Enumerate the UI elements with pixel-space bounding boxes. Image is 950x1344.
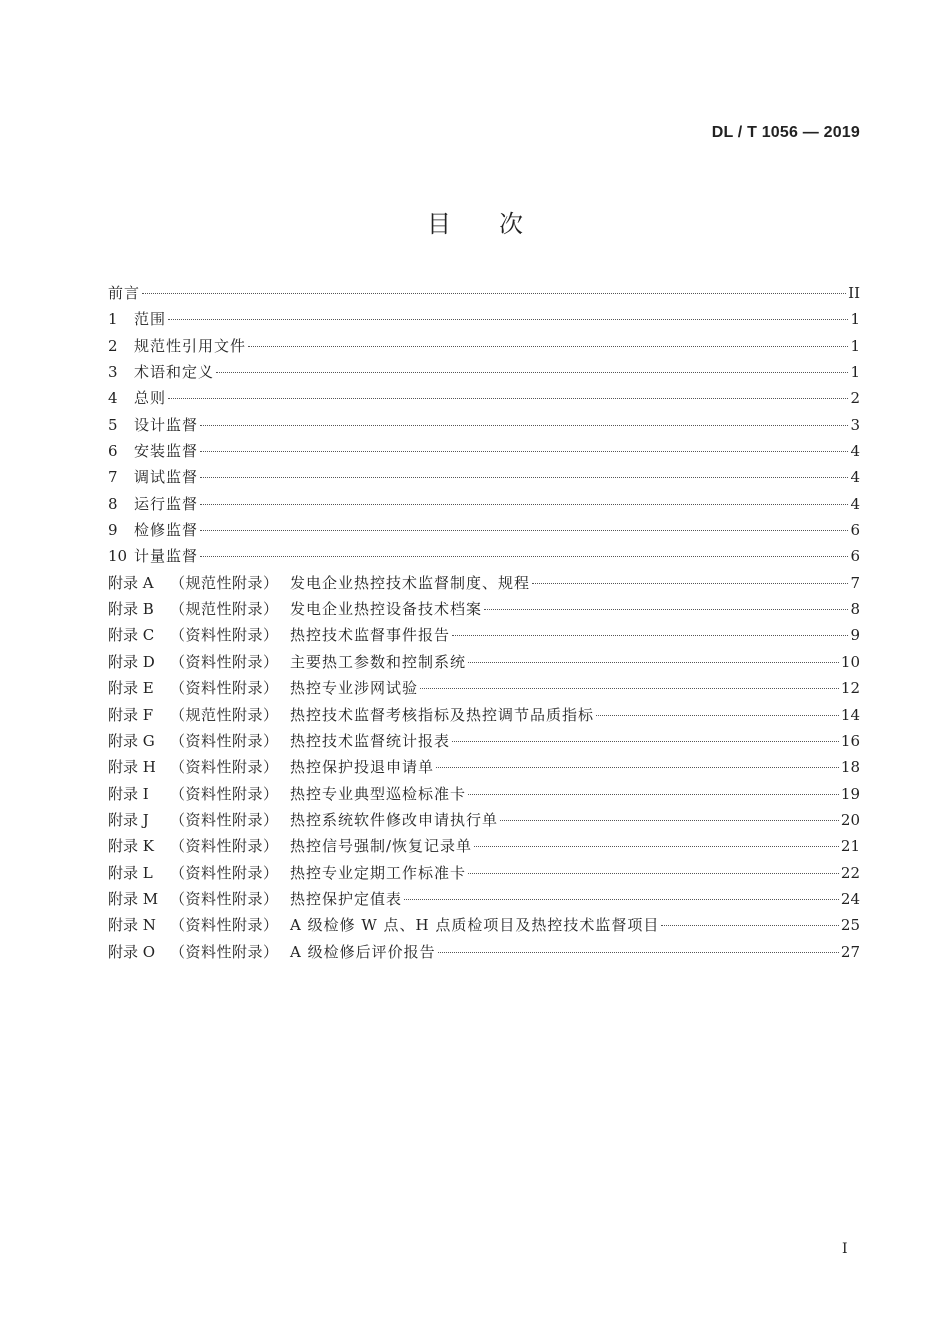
dot-leader bbox=[474, 846, 839, 847]
toc-num: 附录 B bbox=[108, 600, 154, 619]
dot-leader bbox=[200, 477, 848, 478]
toc-label: 热控系统软件修改申请执行单 bbox=[290, 810, 499, 829]
dot-leader bbox=[200, 504, 848, 505]
appendix-nature: （资料性附录） bbox=[170, 679, 279, 698]
toc-num: 4 bbox=[108, 389, 118, 408]
dot-leader bbox=[500, 820, 839, 821]
toc-num: 6 bbox=[108, 442, 118, 461]
toc-page: 16 bbox=[840, 731, 860, 750]
toc-entry-appendix[interactable] bbox=[108, 888, 860, 914]
toc-label: 总则 bbox=[134, 389, 167, 408]
toc-label: 调试监督 bbox=[134, 468, 199, 487]
toc-entry-appendix[interactable] bbox=[108, 677, 860, 703]
appendix-nature: （资料性附录） bbox=[170, 837, 279, 856]
dot-leader bbox=[420, 688, 839, 689]
toc-entry-appendix[interactable] bbox=[108, 572, 860, 598]
dot-leader bbox=[200, 425, 848, 426]
toc-num: 10 bbox=[108, 547, 128, 566]
toc-entry-appendix[interactable] bbox=[108, 598, 860, 624]
title-char-1: 目 bbox=[427, 210, 451, 238]
toc-entry-section[interactable] bbox=[108, 335, 860, 361]
appendix-nature: （规范性附录） bbox=[170, 705, 279, 724]
toc-page: 14 bbox=[840, 705, 860, 724]
toc-page: 6 bbox=[850, 521, 860, 540]
toc-page: 27 bbox=[840, 942, 860, 961]
toc-label: 热控技术监督统计报表 bbox=[290, 731, 451, 750]
toc-page: 7 bbox=[850, 573, 860, 592]
page-title bbox=[0, 204, 950, 239]
toc-label: 主要热工参数和控制系统 bbox=[290, 652, 467, 671]
toc-label: 设计监督 bbox=[134, 415, 199, 434]
appendix-nature: （规范性附录） bbox=[170, 600, 279, 619]
appendix-nature: （资料性附录） bbox=[170, 863, 279, 882]
toc-num: 附录 H bbox=[108, 758, 156, 777]
toc-entry-section[interactable] bbox=[108, 387, 860, 413]
toc-num: 附录 M bbox=[108, 889, 159, 908]
dot-leader bbox=[200, 451, 848, 452]
toc-label: 热控专业定期工作标准卡 bbox=[290, 863, 467, 882]
toc-page: 12 bbox=[840, 679, 860, 698]
toc-num: 8 bbox=[108, 494, 118, 513]
toc-page: 1 bbox=[850, 310, 860, 329]
appendix-nature: （资料性附录） bbox=[170, 652, 279, 671]
toc-label: 前言 bbox=[108, 284, 141, 302]
toc-page: II bbox=[848, 284, 860, 302]
toc-num: 附录 J bbox=[108, 810, 149, 829]
toc-entry-appendix[interactable] bbox=[108, 862, 860, 888]
toc-label: 热控保护投退申请单 bbox=[290, 758, 435, 777]
toc-num: 7 bbox=[108, 468, 118, 487]
toc-label: 范围 bbox=[134, 310, 167, 329]
dot-leader bbox=[452, 635, 848, 636]
toc-num: 附录 K bbox=[108, 837, 154, 856]
toc-entry-section[interactable] bbox=[108, 519, 860, 545]
toc-num: 5 bbox=[108, 415, 118, 434]
toc-page: 2 bbox=[850, 389, 860, 408]
toc-num: 9 bbox=[108, 521, 118, 540]
toc-num: 附录 F bbox=[108, 705, 154, 724]
toc-entry-section[interactable] bbox=[108, 414, 860, 440]
dot-leader bbox=[168, 319, 848, 320]
dot-leader bbox=[216, 372, 848, 373]
appendix-nature: （资料性附录） bbox=[170, 626, 279, 645]
toc-page: 4 bbox=[850, 468, 860, 487]
standard-code: DL / T 1056 — 2019 bbox=[711, 124, 860, 141]
toc-num: 3 bbox=[108, 363, 118, 382]
appendix-nature: （资料性附录） bbox=[170, 731, 279, 750]
dot-leader bbox=[468, 662, 839, 663]
title-char-2: 次 bbox=[499, 210, 523, 238]
dot-leader bbox=[200, 556, 848, 557]
toc-entry-appendix[interactable] bbox=[108, 783, 860, 809]
toc-num: 附录 L bbox=[108, 863, 153, 882]
appendix-nature: （资料性附录） bbox=[170, 889, 279, 908]
toc-page: 4 bbox=[850, 494, 860, 513]
toc-label: 运行监督 bbox=[134, 494, 199, 513]
toc-label: 热控技术监督事件报告 bbox=[290, 626, 451, 645]
toc-page: 3 bbox=[850, 415, 860, 434]
toc-num: 1 bbox=[108, 310, 118, 329]
toc-label: A 级检修 W 点、H 点质检项目及热控技术监督项目 bbox=[290, 916, 660, 935]
appendix-nature: （资料性附录） bbox=[170, 916, 279, 935]
toc-entry-section[interactable] bbox=[108, 440, 860, 466]
toc-entry-appendix[interactable] bbox=[108, 756, 860, 782]
toc-entry-section[interactable] bbox=[108, 466, 860, 492]
toc-label: 安装监督 bbox=[134, 442, 199, 461]
toc-num: 附录 G bbox=[108, 731, 155, 750]
toc-num: 2 bbox=[108, 336, 118, 355]
toc-label: 术语和定义 bbox=[134, 363, 215, 382]
toc-page: 20 bbox=[840, 810, 860, 829]
dot-leader bbox=[484, 609, 848, 610]
toc-num: 附录 E bbox=[108, 679, 154, 698]
toc-label: 规范性引用文件 bbox=[134, 336, 247, 355]
toc-label: 热控信号强制/恢复记录单 bbox=[290, 837, 473, 856]
toc-num: 附录 I bbox=[108, 784, 149, 803]
dot-leader bbox=[468, 873, 839, 874]
toc-num: 附录 O bbox=[108, 942, 156, 961]
toc-page: 4 bbox=[850, 442, 860, 461]
toc-page: 25 bbox=[840, 916, 860, 935]
toc-page: 21 bbox=[840, 837, 860, 856]
toc-page: 6 bbox=[850, 547, 860, 566]
toc-label: 检修监督 bbox=[134, 521, 199, 540]
dot-leader bbox=[452, 741, 839, 742]
table-of-contents bbox=[108, 282, 860, 967]
toc-label: 计量监督 bbox=[134, 547, 199, 566]
dot-leader bbox=[468, 794, 839, 795]
dot-leader bbox=[438, 952, 839, 953]
toc-label: 发电企业热控设备技术档案 bbox=[290, 600, 483, 619]
dot-leader bbox=[532, 583, 848, 584]
toc-page: 10 bbox=[840, 652, 860, 671]
toc-label: A 级检修后评价报告 bbox=[290, 942, 436, 961]
dot-leader bbox=[200, 530, 848, 531]
toc-page: 1 bbox=[850, 363, 860, 382]
toc-label: 热控技术监督考核指标及热控调节品质指标 bbox=[290, 705, 595, 724]
toc-label: 热控保护定值表 bbox=[290, 889, 403, 908]
toc-entry-appendix[interactable] bbox=[108, 704, 860, 730]
toc-entry-appendix[interactable] bbox=[108, 941, 860, 967]
dot-leader bbox=[404, 899, 839, 900]
toc-page: 22 bbox=[840, 863, 860, 882]
toc-entry-section[interactable] bbox=[108, 361, 860, 387]
toc-label: 发电企业热控技术监督制度、规程 bbox=[290, 573, 531, 592]
appendix-nature: （资料性附录） bbox=[170, 758, 279, 777]
dot-leader bbox=[168, 398, 848, 399]
toc-entry-section[interactable] bbox=[108, 308, 860, 334]
toc-page: 9 bbox=[850, 626, 860, 645]
toc-page: 24 bbox=[840, 889, 860, 908]
appendix-nature: （资料性附录） bbox=[170, 810, 279, 829]
toc-page: 18 bbox=[840, 758, 860, 777]
dot-leader bbox=[248, 346, 848, 347]
toc-page: 1 bbox=[850, 336, 860, 355]
dot-leader bbox=[596, 715, 839, 716]
appendix-nature: （资料性附录） bbox=[170, 784, 279, 803]
toc-label: 热控专业涉网试验 bbox=[290, 679, 419, 698]
toc-entry-appendix[interactable] bbox=[108, 914, 860, 940]
page-number: I bbox=[842, 1241, 848, 1257]
dot-leader bbox=[661, 925, 839, 926]
toc-entry-section[interactable] bbox=[108, 545, 860, 571]
dot-leader bbox=[436, 767, 839, 768]
appendix-nature: （规范性附录） bbox=[170, 573, 279, 592]
toc-page: 19 bbox=[840, 784, 860, 803]
appendix-nature: （资料性附录） bbox=[170, 942, 279, 961]
dot-leader bbox=[142, 293, 846, 294]
toc-num: 附录 A bbox=[108, 573, 154, 592]
toc-num: 附录 D bbox=[108, 652, 155, 671]
toc-entry-appendix[interactable] bbox=[108, 624, 860, 650]
toc-entry-appendix[interactable] bbox=[108, 651, 860, 677]
toc-entry-appendix[interactable] bbox=[108, 730, 860, 756]
toc-label: 热控专业典型巡检标准卡 bbox=[290, 784, 467, 803]
toc-entry-appendix[interactable] bbox=[108, 835, 860, 861]
toc-entry-section[interactable] bbox=[108, 493, 860, 519]
toc-entry-preface[interactable] bbox=[108, 282, 860, 308]
toc-page: 8 bbox=[850, 600, 860, 619]
toc-num: 附录 C bbox=[108, 626, 155, 645]
toc-num: 附录 N bbox=[108, 916, 156, 935]
toc-entry-appendix[interactable] bbox=[108, 809, 860, 835]
